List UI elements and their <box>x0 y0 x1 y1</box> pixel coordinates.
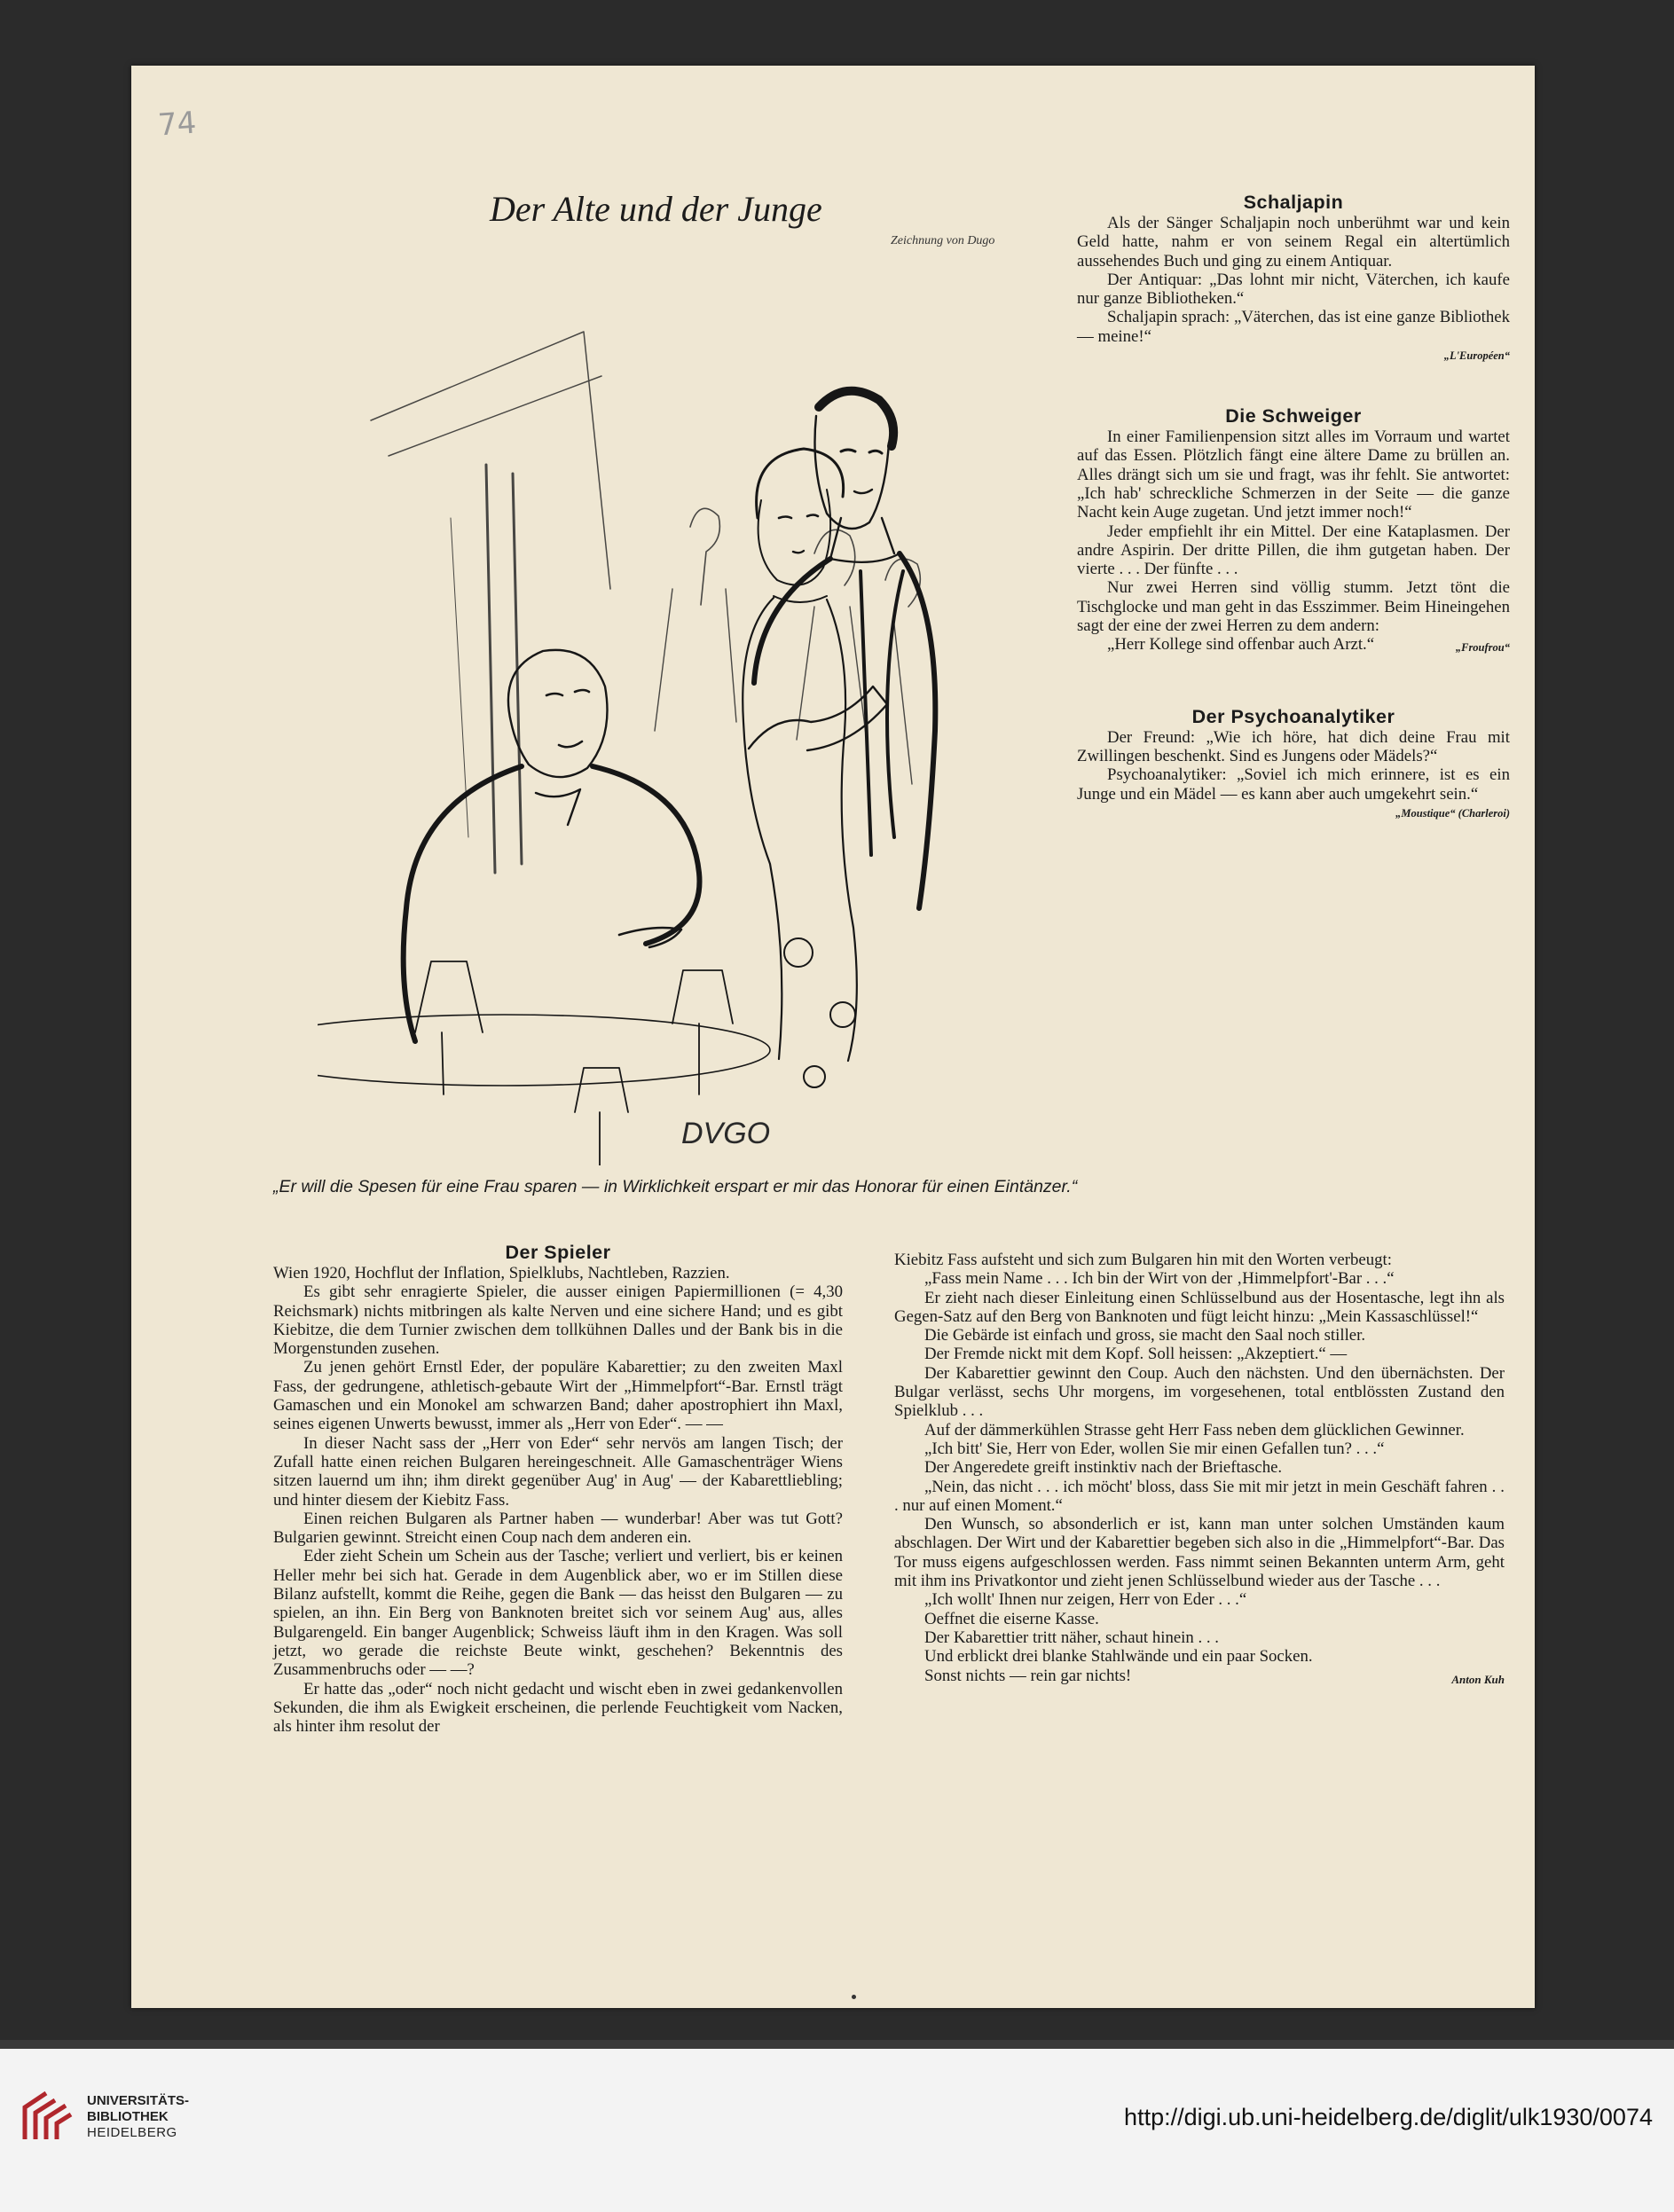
paragraph: Der Fremde nickt mit dem Kopf. Soll heissen: „Akzeptiert.“ — <box>924 1345 1348 1364</box>
spieler-right-column <box>894 1251 1505 1689</box>
paragraph: Er hatte das „oder“ noch nicht gedacht und wischt eben in zwei gedankenvollen Sekunden, die ihm als Ewigkeit erscheinen, die perlende Feuchtigkeit vom Nacken, als hinter ihm resolut der <box>273 1679 843 1737</box>
headline-spieler: Der Spieler <box>505 1242 611 1263</box>
newspaper-page <box>131 66 1535 2008</box>
paragraph: Und erblickt drei blanke Stahlwände und ein paar Socken. <box>924 1647 1313 1667</box>
paragraph: Der Kabarettier tritt näher, schaut hinein . . . <box>924 1628 1219 1647</box>
illustration-title: Der Alte und der Junge <box>490 189 822 229</box>
headline-psychoanalytiker: Der Psychoanalytiker <box>1191 705 1395 727</box>
library-name-line: BIBLIOTHEK <box>87 2109 169 2124</box>
viewer-footer <box>0 2049 1674 2212</box>
author-signature: Anton Kuh <box>1451 1672 1505 1686</box>
paragraph: Er zieht nach dieser Einleitung einen Schlüsselbund aus der Hosentasche, legt ihn als Gegen-Satz auf den Berg von Banknoten und fügt leicht hinzu: „Mein Kassaschlüssel!“ <box>894 1288 1505 1326</box>
library-name[interactable] <box>87 2093 189 2141</box>
university-library-logo-icon[interactable] <box>20 2088 76 2145</box>
paragraph: In dieser Nacht sass der „Herr von Eder“ sehr nervös am langen Tisch; der Zufall hatte einen reichen Bulgaren hereingeschneit. Alle Gamaschenträger Wiens sitzen lauernd um ihn; ihm direkt gegenüber Aug' in Aug' — der Kabarettliebling; und hinter diesem der Kiebitz Fass. <box>273 1433 843 1510</box>
source-attribution: „Froufrou“ <box>1455 641 1510 655</box>
source-attribution: „L'Européen“ <box>1443 349 1510 363</box>
article-psychoanalytiker <box>1077 706 1510 820</box>
paragraph: Der Antiquar: „Das lohnt mir nicht, Väterchen, ich kaufe nur ganze Bibliotheken.“ <box>1077 270 1510 309</box>
paragraph: Nur zwei Herren sind völlig stumm. Jetzt tönt die Tischglocke und man geht in das Esszimmer. Beim Hineingehen sagt der eine der zwei Herren zu dem andern: <box>1077 578 1510 636</box>
paragraph: „Nein, das nicht . . . ich möcht' bloss, dass Sie mit mir jetzt in mein Geschäft fahren . . . nur auf einen Moment.“ <box>894 1477 1505 1515</box>
paragraph: Eder zieht Schein um Schein aus der Tasche; verliert und verliert, bis er keinen Heller mehr bei sich hat. Gerade in dem Augenblick aber, wo er im Stillen diese Bilanz aufstellt, kommt die Reihe, gegen die Bank — das heisst den Bulgaren — zu spielen, an ihn. Ein Berg von Banknoten breitet sich vor seinem Aug' aus, alles Bulgarengeld. Ein banger Augenblick; Schweiss läuft ihm in den Kragen. Was soll jetzt, wo gerade die reichste Beute winkt, geschehen? Bekenntnis des Zusammenbruchs oder — —? <box>273 1547 843 1680</box>
paragraph: Einen reichen Bulgaren als Partner haben — wunderbar! Aber was tut Gott? Bulgarien gewinnt. Streicht einen Coup nach dem anderen ein. <box>273 1509 843 1548</box>
paragraph: Wien 1920, Hochflut der Inflation, Spielklubs, Nachtleben, Razzien. <box>273 1264 730 1282</box>
permalink-url[interactable]: http://digi.ub.uni-heidelberg.de/diglit/ulk1930/0074 <box>1124 2104 1653 2130</box>
paragraph: Schaljapin sprach: „Väterchen, das ist eine ganze Bibliothek — meine!“ <box>1077 308 1510 346</box>
paragraph: Den Wunsch, so absonderlich er ist, kann man unter solchen Umständen kaum abschlagen. Der Wirt und der Kabarettier begeben sich also in die „Himmelpfort“-Bar. Das Tor muss eigens aufgeschlossen werden. Fass nimmt seinen Bekannten unterm Arm, geht mit ihm ins Privatkontor und zieht jenen Schlüsselbund wieder aus der Tasche . . . <box>894 1515 1505 1591</box>
paragraph: Kiebitz Fass aufsteht und sich zum Bulgaren hin mit den Worten verbeugt: <box>894 1251 1392 1269</box>
paragraph: Jeder empfiehlt ihr ein Mittel. Der eine Kataplasmen. Der andre Aspirin. Der dritte Pillen, die ihm gutgetan haben. Der vierte . . . Der fünfte . . . <box>1077 522 1510 579</box>
paragraph: Als der Sänger Schaljapin noch unberühmt war und kein Geld hatte, nahm er von seinem Regal ein altertümlich aussehendes Buch und ging zu einem Antiquar. <box>1077 214 1510 271</box>
illustration-caption: „Er will die Spesen für eine Frau sparen — in Wirklichkeit erspart er mir das Honorar für einen Eintänzer.“ <box>273 1177 1078 1196</box>
right-column-anecdotes <box>1077 192 1510 840</box>
paragraph: Auf der dämmerkühlen Strasse geht Herr Fass neben dem glücklichen Gewinner. <box>924 1420 1465 1439</box>
paragraph: „Ich wollt' Ihnen nur zeigen, Herr von Eder . . .“ <box>924 1590 1247 1610</box>
paragraph: In einer Familienpension sitzt alles im Vorraum und wartet auf das Essen. Plötzlich fängt eine ältere Dame zu brüllen an. Alles drängt sich um sie und fragt, was ihr fehlt. Sie antwortet: „Ich hab' schreckliche Schmerzen in der Seite — die ganze Nacht kein Auge zugetan. Und jetzt immer noch!“ <box>1077 427 1510 522</box>
illustration-signature: DVGO <box>681 1117 771 1150</box>
paragraph: Psychoanalytiker: „Soviel ich mich erinnere, ist es ein Junge und ein Mädel — es kann aber auch umgekehrt sein.“ <box>1077 765 1510 804</box>
source-attribution: „Moustique“ (Charleroi) <box>1395 806 1510 820</box>
paragraph: Oeffnet die eiserne Kasse. <box>924 1609 1099 1628</box>
spieler-left-column <box>273 1242 843 1736</box>
dance-illustration <box>318 252 956 1165</box>
library-name-line: UNIVERSITÄTS- <box>87 2093 190 2108</box>
headline-schaljapin: Schaljapin <box>1243 192 1344 213</box>
paragraph: Zu jenen gehört Ernstl Eder, der populäre Kabarettier; zu den zweiten Maxl Fass, der gedrungene, athletisch-gebaute Wirt der „Himmelpfort“-Bar. Ernstl trägt Gamaschen und ein Monokel am schwarzen Band; daher apostrophiert ihn Maxl, seines eigenen Unwerts bewusst, immer als „Herr von Eder“. — — <box>273 1358 843 1434</box>
paragraph: „Fass mein Name . . . Ich bin der Wirt von der ‚Himmelpfort'-Bar . . .“ <box>924 1269 1395 1289</box>
library-name-line: HEIDELBERG <box>87 2125 177 2140</box>
paragraph: Es gibt sehr enragierte Spieler, die ausser einigen Papiermillionen (= 4,30 Reichsmark) nichts mitbringen als kalte Nerven und eine sichere Hand; und es gibt Kiebitze, die dem Turnier zwischen dem tollkühnen Dalles und der Bank bis in die Morgenstunden zusehen. <box>273 1282 843 1359</box>
paragraph: „Ich bitt' Sie, Herr von Eder, wollen Sie mir einen Gefallen tun? . . .“ <box>924 1439 1385 1458</box>
paragraph: Der Freund: „Wie ich höre, hat dich deine Frau mit Zwillingen beschenkt. Sind es Jungens oder Mädels?“ <box>1077 727 1510 765</box>
paragraph: Der Angeredete greift instinktiv nach der Brieftasche. <box>924 1458 1283 1478</box>
illustration-credit: Zeichnung von Dugo <box>891 234 995 247</box>
closing-line: Sonst nichts — rein gar nichts! <box>924 1666 1132 1685</box>
paragraph <box>894 1667 1505 1685</box>
headline-schweiger: Die Schweiger <box>1225 405 1362 427</box>
paragraph: Der Kabarettier gewinnt den Coup. Auch den nächsten. Und den übernächsten. Der Bulgar verlässt, sechs Uhr morgens, im vorgesehenen, total entblössten Zustand den Spielklub . . . <box>894 1363 1505 1421</box>
punchline: „Herr Kollege sind offenbar auch Arzt.“ <box>1107 635 1375 655</box>
article-schweiger <box>1077 405 1510 655</box>
paragraph: Die Gebärde ist einfach und gross, sie macht den Saal noch stiller. <box>924 1326 1366 1345</box>
paragraph <box>1077 635 1510 654</box>
article-schaljapin <box>1077 192 1510 363</box>
page-dot-mark <box>852 1995 856 1999</box>
page-number-mark: 74 <box>156 105 198 144</box>
